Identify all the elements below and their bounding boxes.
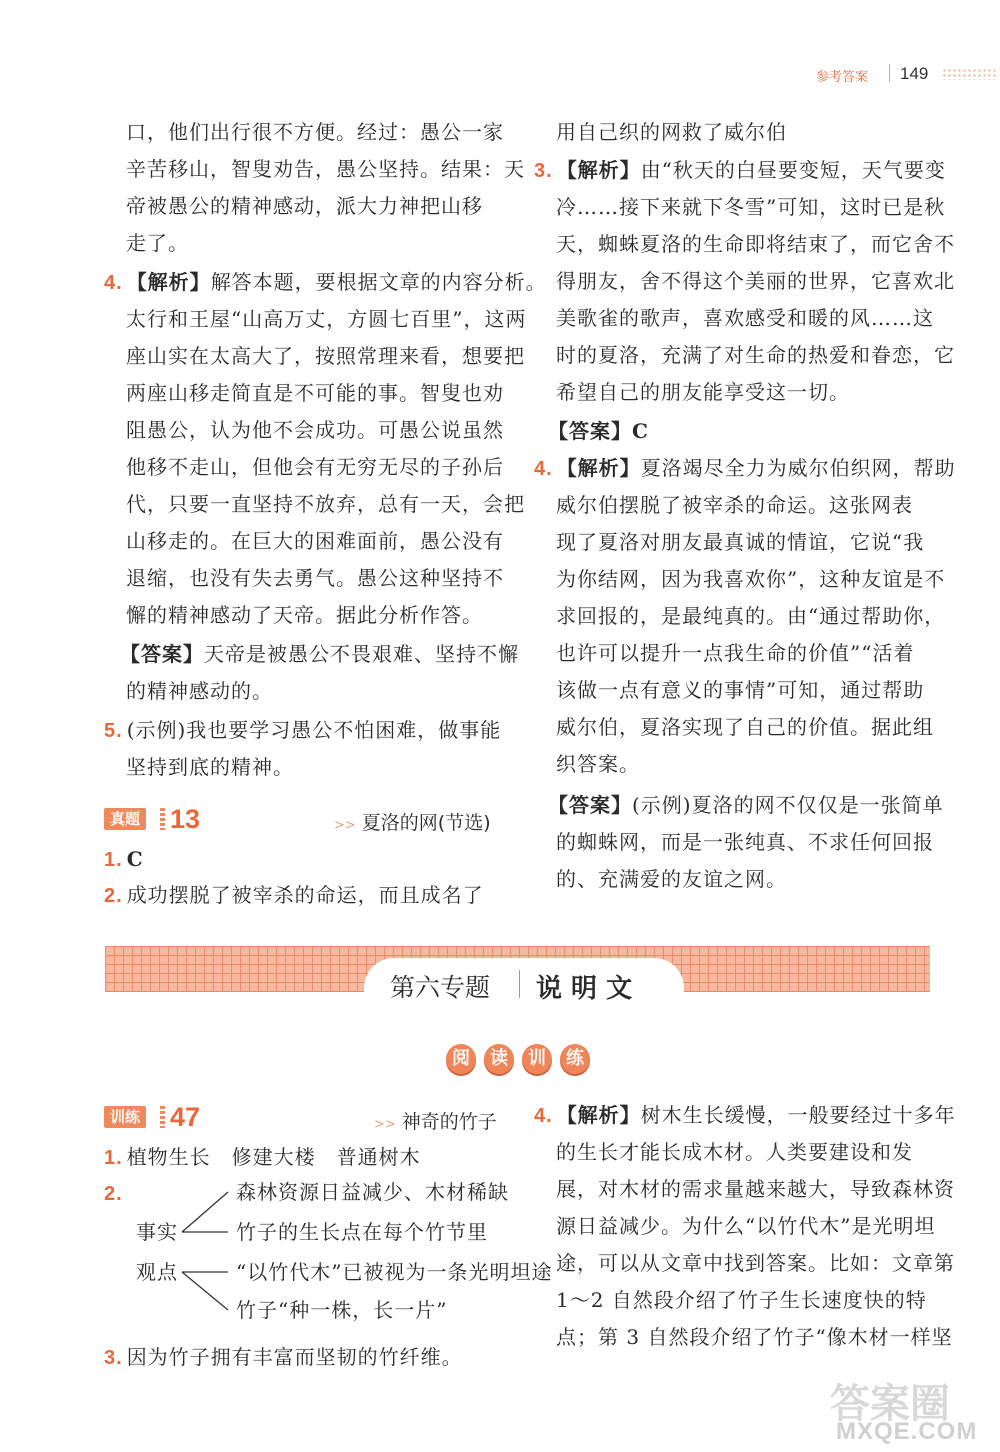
reading-title-char: 训: [522, 1044, 552, 1074]
analysis-line: 他移不走山，但他会有无穷无尽的子孙后: [126, 455, 504, 479]
analysis-line: 天，蜘蛛夏洛的生命即将结束了，而它舍不: [556, 232, 955, 256]
badge-bars: [160, 1106, 165, 1128]
analysis-line: 展，对木材的需求量越来越大，导致森林资: [556, 1177, 955, 1201]
analysis-line: 也许可以提升一点我生命的价值”“活着: [556, 641, 915, 665]
question-text: (示例)我也要学习愚公不怕困难，做事能: [126, 718, 502, 742]
question-number: 3.: [104, 1347, 123, 1369]
question-3-right: [534, 158, 946, 183]
reading-title-char: 练: [560, 1044, 590, 1074]
question-number: 4.: [534, 1105, 553, 1127]
analysis-line: 太行和王屋“山高万丈，方圆七百里”，这两: [126, 307, 527, 331]
answer-line: 的蜘蛛网，而是一张纯真、不求任何回报: [556, 830, 934, 854]
answer-text: C: [632, 419, 649, 443]
question-number: 2.: [104, 1183, 123, 1205]
left-line: 帝被愚公的精神感动，派大力神把山移: [126, 194, 483, 218]
chapter-divider: [519, 970, 520, 998]
branch-lines: [176, 1180, 236, 1320]
analysis-line: 1～2 自然段介绍了竹子生长速度快的特: [556, 1288, 927, 1312]
analysis-line: 现了夏洛对朋友最真诚的情谊，它说“我: [556, 530, 925, 554]
answer-tag: 【答案】: [548, 419, 632, 443]
question-text: 坚持到底的精神。: [126, 755, 294, 779]
analysis-line: 威尔伯摆脱了被宰杀的命运。这张网表: [556, 493, 913, 517]
section-title-text: 神奇的竹子: [401, 1111, 497, 1133]
diagram-label-fact: 事实: [136, 1220, 178, 1244]
analysis-line: 树木生长缓慢，一般要经过十多年: [640, 1103, 956, 1127]
section-badge: 训练: [104, 1106, 146, 1128]
analysis-tag: 【解析】: [556, 158, 641, 182]
question-number: 1.: [104, 849, 123, 871]
left-line: 走了。: [126, 231, 189, 255]
left-line: 口，他们出行很不方便。经过：愚公一家: [126, 120, 504, 144]
analysis-line: 为你结网，因为我喜欢你”，这种友谊是不: [556, 567, 946, 591]
question-4-right: [534, 456, 956, 481]
analysis-line: 夏洛竭尽全力为威尔伯织网，帮助: [640, 456, 956, 480]
analysis-line: 解答本题，要根据文章的内容分析。: [210, 270, 547, 294]
question-1: [104, 1145, 421, 1170]
reading-title-char: 读: [484, 1044, 514, 1074]
diagram-branch: 竹子“种一株，长一片”: [236, 1298, 448, 1322]
question-number: 4.: [534, 458, 553, 480]
analysis-line: 途，可以从文章中找到答案。比如：文章第: [556, 1251, 955, 1275]
arrow-icon: >>: [334, 818, 356, 833]
analysis-line: 的生长才能长成木材。人类要建设和发: [556, 1140, 913, 1164]
question-2: [104, 1181, 127, 1206]
answer-line: [548, 419, 649, 443]
diagram-branch: 竹子的生长点在每个竹节里: [236, 1220, 488, 1244]
analysis-line: 源日益减少。为什么“以竹代木”是光明坦: [556, 1214, 936, 1238]
answer-text: 天帝是被愚公不畏艰难、坚持不懈: [204, 642, 519, 666]
question-number: 1.: [104, 1147, 123, 1169]
analysis-line: 由“秋天的白昼要变短，天气要变: [640, 158, 946, 182]
question-number: 5.: [104, 720, 123, 742]
analysis-line: 得朋友，舍不得这个美丽的世界，它喜欢北: [556, 269, 955, 293]
question-number: 4.: [104, 272, 123, 294]
analysis-line: 山移走的。在巨大的困难面前，愚公没有: [126, 529, 504, 553]
section-title-text: 夏洛的网(节选): [361, 812, 491, 834]
arrow-icon: >>: [374, 1117, 396, 1132]
analysis-line: 冷……接下来就下冬雪”可知，这时已是秋: [556, 195, 946, 219]
header-dots: [942, 68, 998, 80]
question-3: [104, 1345, 463, 1370]
header-divider: [889, 64, 890, 82]
section-badge: 真题: [104, 808, 146, 830]
answer-item: [104, 847, 144, 872]
analysis-line: 时的夏洛，充满了对生命的热爱和眷恋，它: [556, 343, 955, 367]
answer-text: 成功摆脱了被宰杀的命运，而且成名了: [126, 883, 484, 907]
diagram-branch: 森林资源日益减少、木材稀缺: [236, 1180, 509, 1204]
section-number: 13: [170, 804, 201, 834]
badge-bars: [160, 808, 165, 830]
analysis-line: 美歌雀的歌声，喜欢感受和暖的风……这: [556, 306, 934, 330]
answer-line: 的精神感动的。: [126, 679, 273, 703]
left-line: 辛苦移山，智叟劝告，愚公坚持。结果：天: [126, 157, 525, 181]
answer-tag: 【答案】: [120, 642, 204, 666]
section-title: [334, 808, 491, 835]
question-number: 2.: [104, 885, 123, 907]
analysis-tag: 【解析】: [556, 1103, 641, 1127]
branch-path: [182, 1192, 228, 1310]
chapter-genre: 说 明 文: [536, 974, 633, 1004]
analysis-line: 求回报的，是最纯真的。由“通过帮助你，: [556, 604, 946, 628]
answer-text: C: [126, 847, 144, 871]
right-line: 用自己织的网救了威尔伯: [556, 120, 787, 144]
answer-line: [548, 793, 944, 817]
analysis-line: 该做一点有意义的事情”可知，通过帮助: [556, 678, 925, 702]
analysis-tag: 【解析】: [126, 270, 211, 294]
answer-text: 因为竹子拥有丰富而坚韧的竹纤维。: [126, 1345, 463, 1369]
chapter-banner: [364, 958, 684, 1016]
analysis-line: 点；第 3 自然段介绍了竹子“像木材一样坚: [556, 1325, 953, 1349]
watermark-logo: 答案圈: [830, 1381, 950, 1427]
analysis-line: 阻愚公，认为他不会成功。可愚公说虽然: [126, 418, 504, 442]
reading-title-char: 阅: [446, 1044, 476, 1074]
question-4-47: [534, 1103, 956, 1128]
answer-line: 的、充满爱的友谊之网。: [556, 867, 787, 891]
analysis-line: 希望自己的朋友能享受这一切。: [556, 380, 850, 404]
answer-text: 植物生长 修建大楼 普通树木: [126, 1145, 421, 1169]
diagram-label-opinion: 观点: [136, 1260, 178, 1284]
watermark-site: MXQE.COM: [836, 1418, 978, 1445]
answer-line: [120, 642, 519, 666]
page-number: 149: [900, 64, 929, 83]
section-number: 47: [170, 1102, 201, 1132]
header-label: 参考答案: [816, 70, 869, 85]
answer-text: (示例)夏洛的网不仅仅是一张简单: [632, 793, 944, 817]
analysis-tag: 【解析】: [556, 456, 641, 480]
answer-item: [104, 883, 484, 908]
section-title: [374, 1107, 497, 1134]
answer-tag: 【答案】: [548, 793, 632, 817]
analysis-line: 懈的精神感动了天帝。据此分析作答。: [126, 603, 483, 627]
question-4-left: [104, 270, 547, 295]
analysis-line: 两座山移走简直是不可能的事。智叟也劝: [126, 381, 504, 405]
analysis-line: 织答案。: [556, 752, 640, 776]
analysis-line: 代，只要一直坚持不放弃，总有一天，会把: [126, 492, 525, 516]
analysis-line: 退缩，也没有失去勇气。愚公这种坚持不: [126, 566, 504, 590]
analysis-line: 座山实在太高大了，按照常理来看，想要把: [126, 344, 525, 368]
analysis-line: 威尔伯，夏洛实现了自己的价值。据此组: [556, 715, 934, 739]
question-5: [104, 718, 501, 743]
diagram-branch: “以竹代木”已被视为一条光明坦途: [236, 1260, 553, 1284]
question-number: 3.: [534, 160, 553, 182]
chapter-name: 第六专题: [390, 973, 491, 1002]
